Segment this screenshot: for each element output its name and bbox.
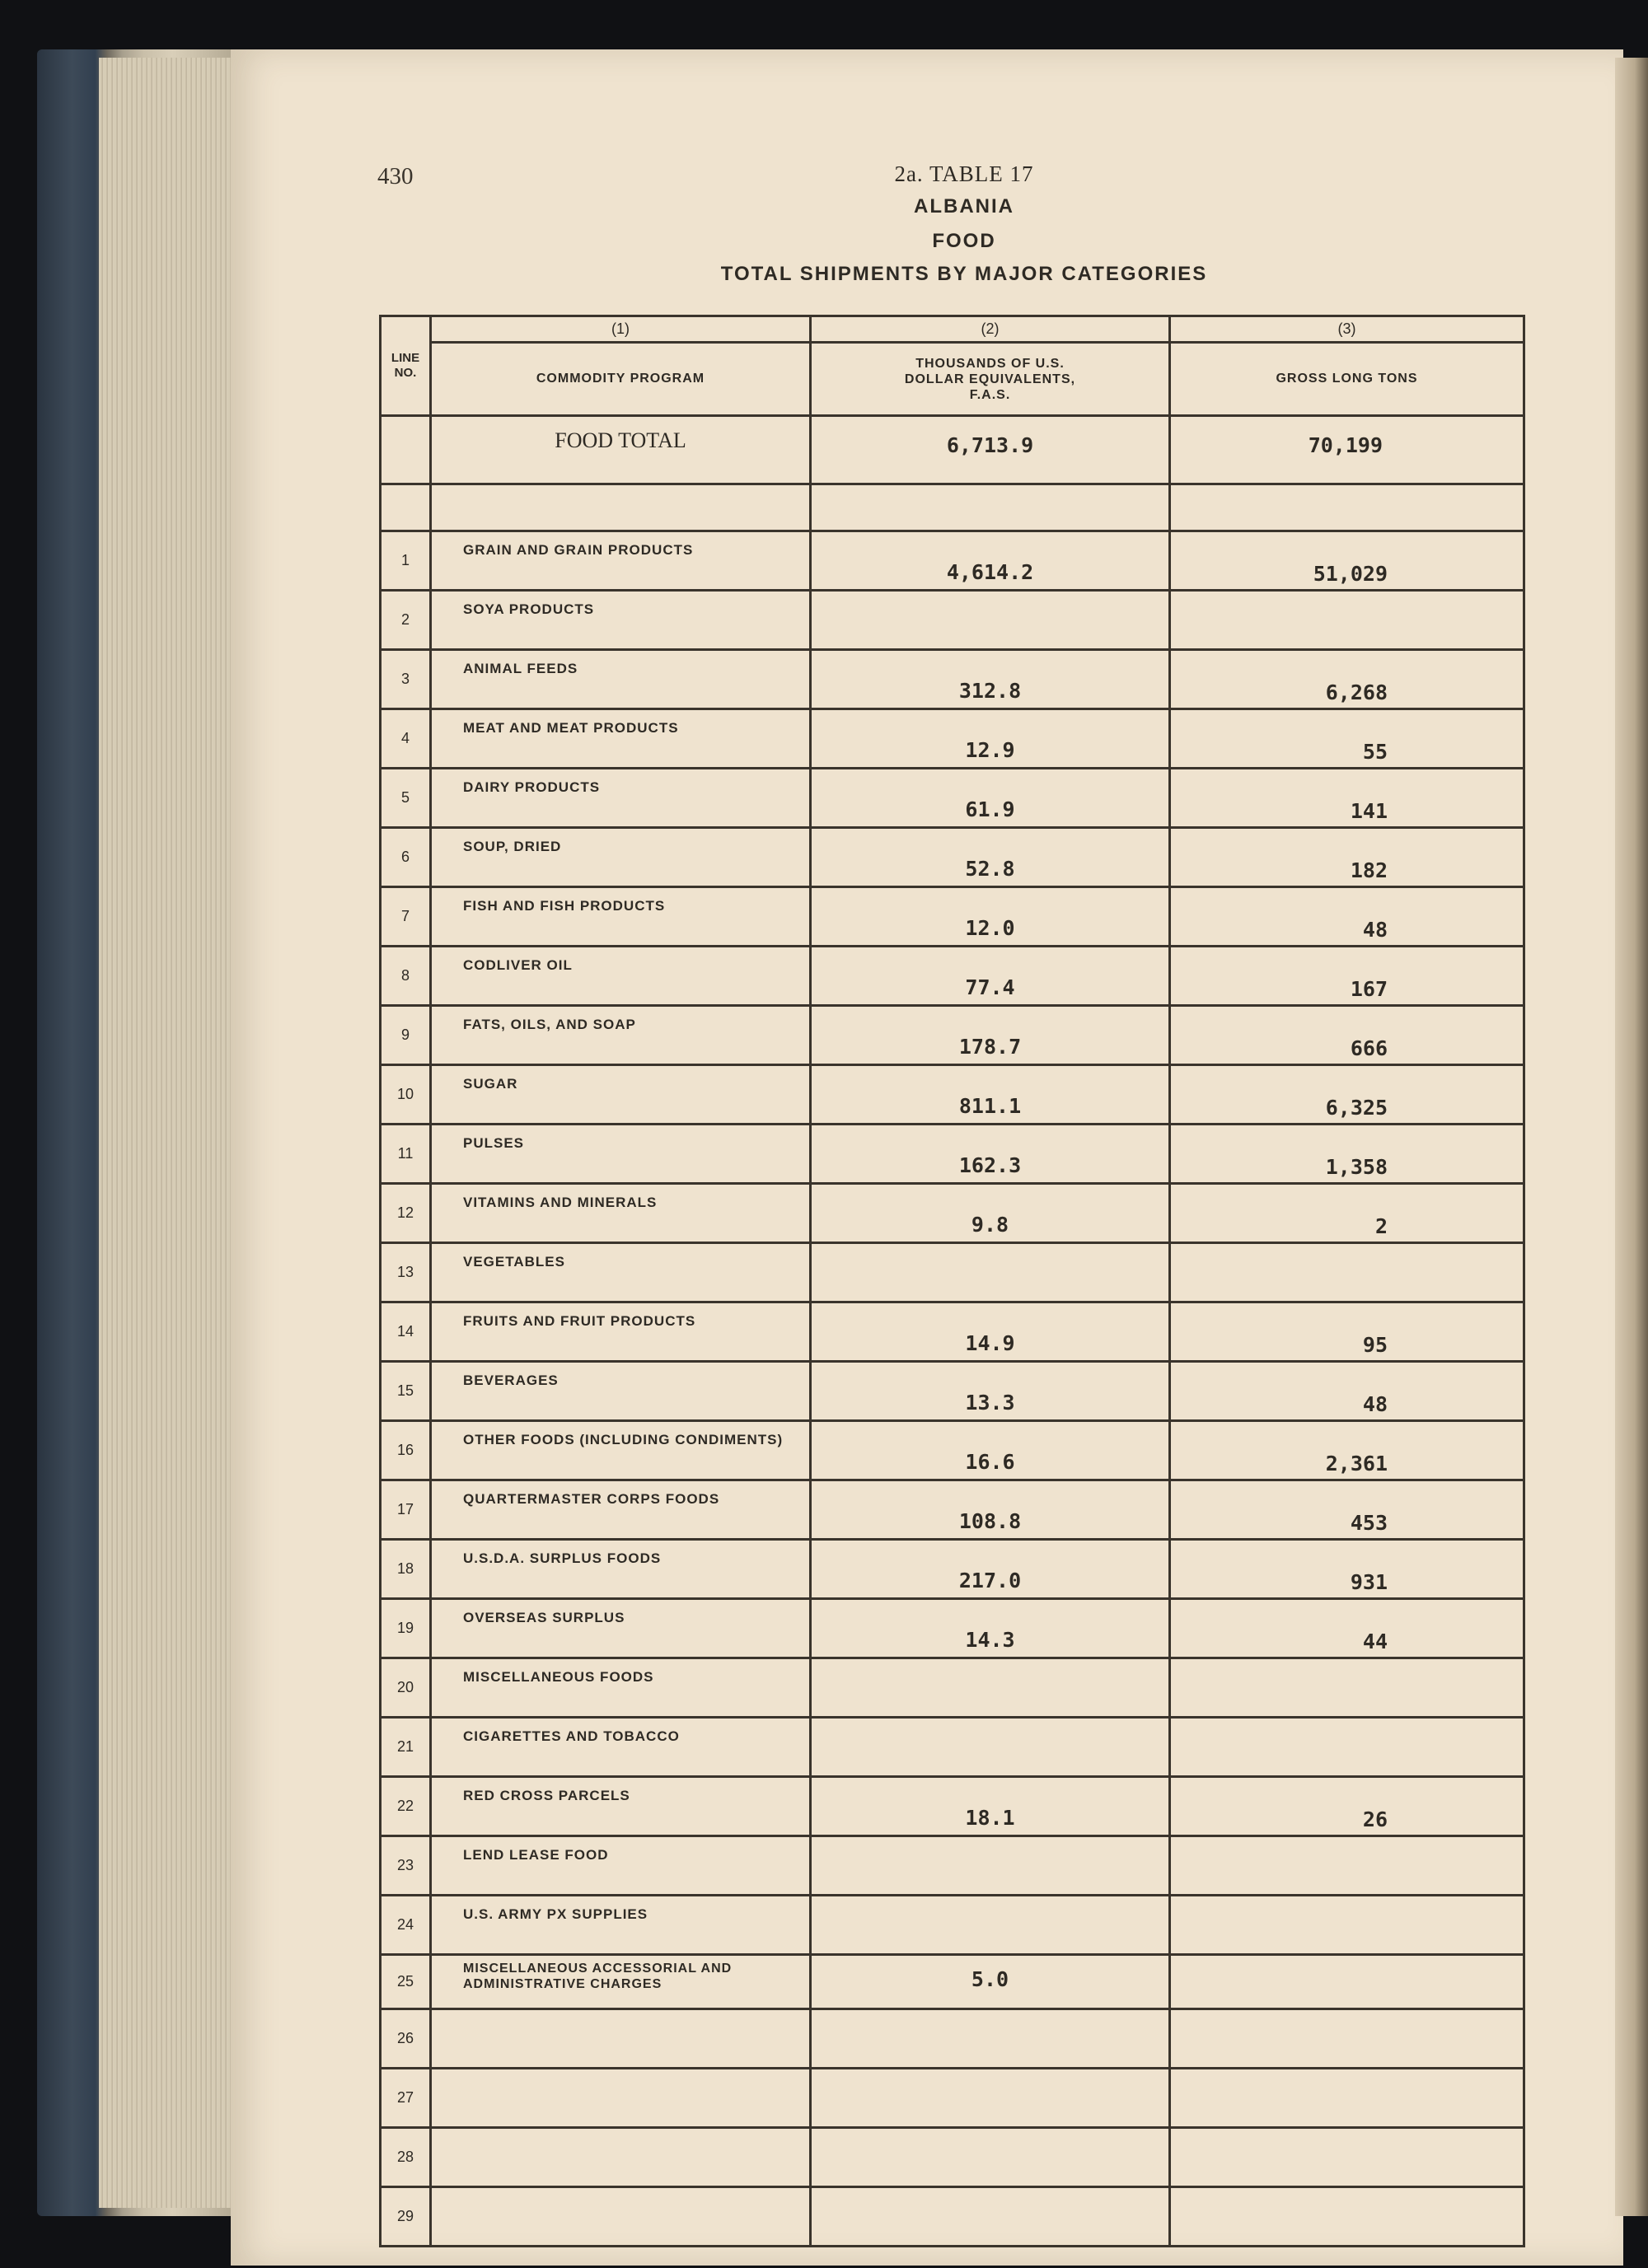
col-label-commodity: COMMODITY PROGRAM xyxy=(431,343,811,416)
line-number: 1 xyxy=(381,531,431,591)
dollar-value xyxy=(811,1243,1170,1302)
gross-long-tons xyxy=(1170,2069,1524,2128)
line-number: 14 xyxy=(381,1302,431,1362)
table-row xyxy=(381,531,1524,591)
dollar-value: 217.0 xyxy=(811,1540,1170,1599)
line-number: 9 xyxy=(381,1006,431,1065)
table-row xyxy=(381,769,1524,828)
dollar-value: 52.8 xyxy=(811,828,1170,887)
line-number: 21 xyxy=(381,1718,431,1777)
table-row xyxy=(381,2128,1524,2187)
gross-long-tons: 48 xyxy=(1170,1362,1524,1421)
gross-long-tons: 666 xyxy=(1170,1006,1524,1065)
commodity-program: SUGAR xyxy=(431,1065,811,1125)
line-number: 3 xyxy=(381,650,431,709)
dollar-value xyxy=(811,1896,1170,1955)
gross-long-tons: 167 xyxy=(1170,947,1524,1006)
line-number: 16 xyxy=(381,1421,431,1480)
commodity-program: OVERSEAS SURPLUS xyxy=(431,1599,811,1658)
table-row xyxy=(381,887,1524,947)
spacer-cell xyxy=(1170,484,1524,531)
table-row xyxy=(381,650,1524,709)
gross-long-tons xyxy=(1170,2187,1524,2247)
table-row xyxy=(381,1302,1524,1362)
col-number-1: (1) xyxy=(431,316,811,343)
table-row xyxy=(381,1955,1524,2009)
table-titles xyxy=(720,161,1208,290)
table-row xyxy=(381,1777,1524,1836)
table-row xyxy=(381,1480,1524,1540)
spacer-cell xyxy=(431,484,811,531)
line-number: 5 xyxy=(381,769,431,828)
gross-long-tons: 48 xyxy=(1170,887,1524,947)
dollar-value xyxy=(811,591,1170,650)
food-total-tons: 70,199 xyxy=(1170,416,1524,484)
commodity-program xyxy=(431,2069,811,2128)
line-number: 17 xyxy=(381,1480,431,1540)
table-row xyxy=(381,947,1524,1006)
line-number: 18 xyxy=(381,1540,431,1599)
spacer-row xyxy=(381,484,1524,531)
line-no-label-1: LINE xyxy=(391,351,420,365)
gross-long-tons xyxy=(1170,591,1524,650)
table-row xyxy=(381,1599,1524,1658)
commodity-program xyxy=(431,2187,811,2247)
commodity-program: RED CROSS PARCELS xyxy=(431,1777,811,1836)
gross-long-tons: 453 xyxy=(1170,1480,1524,1540)
dollar-value xyxy=(811,1836,1170,1896)
dollar-value: 13.3 xyxy=(811,1362,1170,1421)
gross-long-tons: 2,361 xyxy=(1170,1421,1524,1480)
commodity-program: DAIRY PRODUCTS xyxy=(431,769,811,828)
commodity-program xyxy=(431,2128,811,2187)
table-row xyxy=(381,591,1524,650)
commodity-program: VITAMINS AND MINERALS xyxy=(431,1184,811,1243)
dollar-value xyxy=(811,1718,1170,1777)
gross-long-tons xyxy=(1170,1658,1524,1718)
gross-long-tons xyxy=(1170,1955,1524,2009)
column-number-row xyxy=(381,316,1524,343)
line-number: 7 xyxy=(381,887,431,947)
table-row xyxy=(381,1243,1524,1302)
commodity-program: U.S. ARMY PX SUPPLIES xyxy=(431,1896,811,1955)
commodity-program: ANIMAL FEEDS xyxy=(431,650,811,709)
dollar-value xyxy=(811,2187,1170,2247)
commodity-program: OTHER FOODS (INCLUDING CONDIMENTS) xyxy=(431,1421,811,1480)
dollar-value xyxy=(811,2069,1170,2128)
commodity-program: BEVERAGES xyxy=(431,1362,811,1421)
commodity-program xyxy=(431,2009,811,2069)
dollar-value: 178.7 xyxy=(811,1006,1170,1065)
table-row xyxy=(381,1658,1524,1718)
commodity-program: MISCELLANEOUS FOODS xyxy=(431,1658,811,1718)
dollar-value: 4,614.2 xyxy=(811,531,1170,591)
line-number: 27 xyxy=(381,2069,431,2128)
table-row xyxy=(381,2187,1524,2247)
line-number: 25 xyxy=(381,1955,431,2009)
gross-long-tons xyxy=(1170,2009,1524,2069)
table-row xyxy=(381,1065,1524,1125)
dollar-value: 14.9 xyxy=(811,1302,1170,1362)
line-number: 15 xyxy=(381,1362,431,1421)
commodity-program: LEND LEASE FOOD xyxy=(431,1836,811,1896)
spacer-cell xyxy=(811,484,1170,531)
food-total-label: FOOD TOTAL xyxy=(431,416,811,484)
commodity-program: QUARTERMASTER CORPS FOODS xyxy=(431,1480,811,1540)
line-number: 23 xyxy=(381,1836,431,1896)
gross-long-tons: 95 xyxy=(1170,1302,1524,1362)
gross-long-tons xyxy=(1170,1896,1524,1955)
food-total-dollars: 6,713.9 xyxy=(811,416,1170,484)
commodity-program: SOYA PRODUCTS xyxy=(431,591,811,650)
commodity-program: FISH AND FISH PRODUCTS xyxy=(431,887,811,947)
commodity-program: MISCELLANEOUS ACCESSORIAL AND ADMINISTRATIVE CHARGES xyxy=(431,1955,811,2009)
table-row xyxy=(381,2069,1524,2128)
dollar-value: 14.3 xyxy=(811,1599,1170,1658)
gross-long-tons: 2 xyxy=(1170,1184,1524,1243)
col-number-2: (2) xyxy=(811,316,1170,343)
dollar-value: 18.1 xyxy=(811,1777,1170,1836)
spacer-cell xyxy=(381,484,431,531)
table-row xyxy=(381,1006,1524,1065)
dollar-value: 162.3 xyxy=(811,1125,1170,1184)
shipments-table xyxy=(379,315,1525,2247)
country-title: ALBANIA xyxy=(914,195,1014,217)
col-label-dollars: THOUSANDS OF U.S. DOLLAR EQUIVALENTS, F.A.S. xyxy=(811,343,1170,416)
line-number: 28 xyxy=(381,2128,431,2187)
commodity-program: U.S.D.A. SURPLUS FOODS xyxy=(431,1540,811,1599)
table-row xyxy=(381,1540,1524,1599)
commodity-program: FATS, OILS, AND SOAP xyxy=(431,1006,811,1065)
column-label-row xyxy=(381,343,1524,416)
gross-long-tons: 55 xyxy=(1170,709,1524,769)
dollar-value: 312.8 xyxy=(811,650,1170,709)
food-total-row xyxy=(381,416,1524,484)
gross-long-tons: 141 xyxy=(1170,769,1524,828)
table-subtitle: TOTAL SHIPMENTS BY MAJOR CATEGORIES xyxy=(720,263,1208,285)
category-title: FOOD xyxy=(932,230,996,252)
dollar-value: 16.6 xyxy=(811,1421,1170,1480)
gross-long-tons xyxy=(1170,2128,1524,2187)
commodity-program: FRUITS AND FRUIT PRODUCTS xyxy=(431,1302,811,1362)
gross-long-tons: 26 xyxy=(1170,1777,1524,1836)
table-row xyxy=(381,1184,1524,1243)
dollar-value: 108.8 xyxy=(811,1480,1170,1540)
dollar-value xyxy=(811,1658,1170,1718)
gross-long-tons: 51,029 xyxy=(1170,531,1524,591)
line-number: 8 xyxy=(381,947,431,1006)
dollar-value: 5.0 xyxy=(811,1955,1170,2009)
line-number: 2 xyxy=(381,591,431,650)
page-edges xyxy=(99,58,239,2208)
line-number: 29 xyxy=(381,2187,431,2247)
col-label-tons: GROSS LONG TONS xyxy=(1170,343,1524,416)
line-number: 22 xyxy=(381,1777,431,1836)
line-number: 13 xyxy=(381,1243,431,1302)
gross-long-tons: 6,325 xyxy=(1170,1065,1524,1125)
dollar-value: 61.9 xyxy=(811,769,1170,828)
gross-long-tons: 182 xyxy=(1170,828,1524,887)
total-line-cell xyxy=(381,416,431,484)
gross-long-tons: 44 xyxy=(1170,1599,1524,1658)
dollar-value: 77.4 xyxy=(811,947,1170,1006)
table-label: 2a. TABLE 17 xyxy=(894,161,1034,186)
dollar-value xyxy=(811,2009,1170,2069)
commodity-program: CODLIVER OIL xyxy=(431,947,811,1006)
dollar-value: 12.9 xyxy=(811,709,1170,769)
commodity-program: MEAT AND MEAT PRODUCTS xyxy=(431,709,811,769)
table-row xyxy=(381,1421,1524,1480)
dollar-value: 12.0 xyxy=(811,887,1170,947)
gross-long-tons xyxy=(1170,1243,1524,1302)
gross-long-tons xyxy=(1170,1836,1524,1896)
table-row xyxy=(381,1125,1524,1184)
dollar-value xyxy=(811,2128,1170,2187)
line-number: 19 xyxy=(381,1599,431,1658)
commodity-program: GRAIN AND GRAIN PRODUCTS xyxy=(431,531,811,591)
table-row xyxy=(381,709,1524,769)
table-row xyxy=(381,1836,1524,1896)
line-number: 24 xyxy=(381,1896,431,1955)
line-number: 11 xyxy=(381,1125,431,1184)
gross-long-tons: 931 xyxy=(1170,1540,1524,1599)
line-number: 20 xyxy=(381,1658,431,1718)
line-number: 4 xyxy=(381,709,431,769)
gross-long-tons: 6,268 xyxy=(1170,650,1524,709)
page-number: 430 xyxy=(377,163,414,189)
table-row xyxy=(381,2009,1524,2069)
table-row xyxy=(381,828,1524,887)
gross-long-tons xyxy=(1170,1718,1524,1777)
commodity-program: SOUP, DRIED xyxy=(431,828,811,887)
commodity-program: PULSES xyxy=(431,1125,811,1184)
line-no-header xyxy=(381,316,431,416)
line-number: 12 xyxy=(381,1184,431,1243)
table-row xyxy=(381,1362,1524,1421)
dollar-value: 811.1 xyxy=(811,1065,1170,1125)
line-number: 26 xyxy=(381,2009,431,2069)
col-number-3: (3) xyxy=(1170,316,1524,343)
facing-page-edge xyxy=(1615,58,1648,2216)
gross-long-tons: 1,358 xyxy=(1170,1125,1524,1184)
line-number: 10 xyxy=(381,1065,431,1125)
commodity-program: VEGETABLES xyxy=(431,1243,811,1302)
table-row xyxy=(381,1718,1524,1777)
line-no-label-2: NO. xyxy=(394,366,417,380)
commodity-program: CIGARETTES AND TOBACCO xyxy=(431,1718,811,1777)
table-row xyxy=(381,1896,1524,1955)
line-number: 6 xyxy=(381,828,431,887)
dollar-value: 9.8 xyxy=(811,1184,1170,1243)
